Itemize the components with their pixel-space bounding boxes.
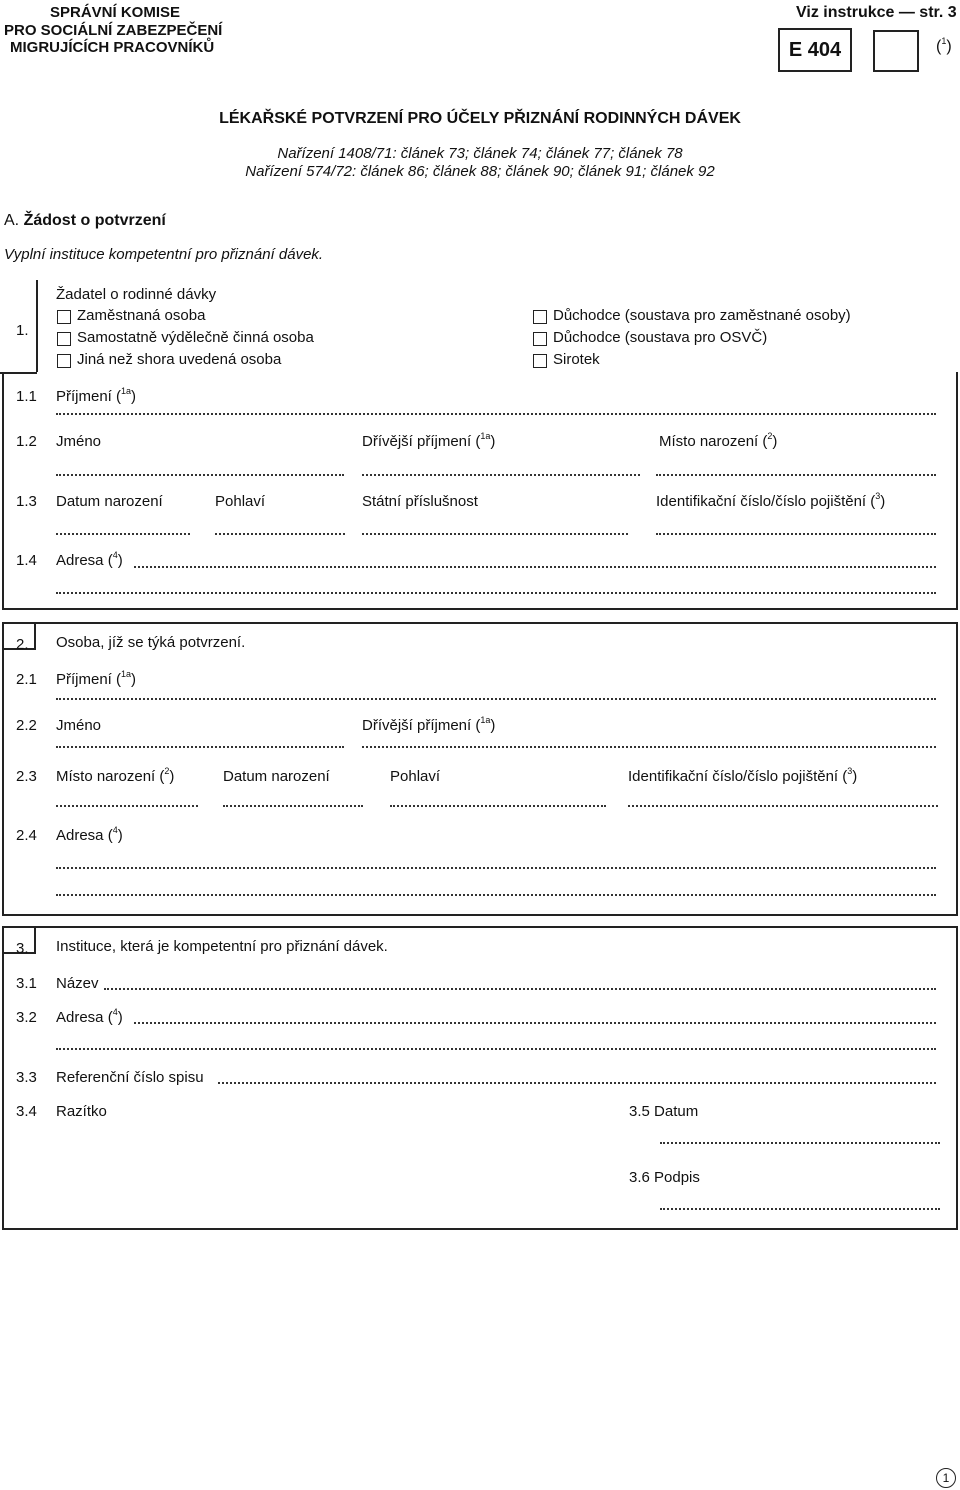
field-2-3d-label: Identifikační číslo/číslo pojištění ($^3$)	[628, 766, 858, 785]
field-3-3-number: 3.3	[16, 1069, 37, 1086]
field-2-4-number: 2.4	[16, 827, 37, 844]
section-1-divider	[36, 280, 38, 372]
previous-surname-2-input[interactable]	[362, 746, 936, 748]
checkbox-other[interactable]	[57, 354, 71, 368]
section-2-number: 2.	[16, 636, 29, 653]
surname-2-input[interactable]	[56, 698, 936, 700]
field-2-3-number: 2.3	[16, 768, 37, 785]
signature-label: 3.6 Podpis	[629, 1169, 700, 1186]
section-1-rule	[0, 372, 37, 374]
section-2-title: Osoba, jíž se týká potvrzení.	[56, 634, 246, 651]
section-a-heading: A. Žádost o potvrzení	[4, 212, 166, 229]
field-1-2-label: Jméno	[56, 433, 102, 450]
org-line-2: PRO SOCIÁLNÍ ZABEZPEČENÍ	[4, 22, 223, 39]
field-3-3-label: Referenční číslo spisu	[56, 1069, 204, 1086]
field-1-1-label: Příjmení ($^{1a}$)	[56, 386, 137, 405]
institution-name-input[interactable]	[104, 988, 936, 990]
regulation-line-2: Nařízení 574/72: článek 86; článek 88; článek 90; článek 91; článek 92	[245, 163, 715, 180]
checkbox-pensioner-employed[interactable]	[533, 310, 547, 324]
address-1-input[interactable]	[134, 566, 936, 568]
section-1-frame	[2, 372, 958, 610]
field-2-3b-label: Datum narození	[223, 768, 330, 785]
field-3-2-number: 3.2	[16, 1009, 37, 1026]
reference-number-input[interactable]	[218, 1082, 936, 1084]
document-title: LÉKAŘSKÉ POTVRZENÍ PRO ÚČELY PŘIZNÁNÍ RODINNÝCH DÁVEK	[219, 110, 741, 127]
insurance-number-2-input[interactable]	[628, 805, 938, 807]
surname-1-input[interactable]	[56, 413, 936, 415]
field-2-1-label: Příjmení ($^{1a}$)	[56, 669, 137, 688]
field-1-3c-label: Státní příslušnost	[362, 493, 478, 510]
page-number: 1	[936, 1468, 956, 1488]
field-1-1-number: 1.1	[16, 388, 37, 405]
form-code: E 404	[788, 39, 842, 61]
birthdate-1-input[interactable]	[56, 533, 190, 535]
nationality-1-input[interactable]	[362, 533, 628, 535]
insurance-number-1-input[interactable]	[656, 533, 936, 535]
birthplace-2-input[interactable]	[56, 805, 198, 807]
field-2-4-label: Adresa ($^4$)	[56, 825, 123, 844]
field-3-4-number: 3.4	[16, 1103, 37, 1120]
regulation-line-1: Nařízení 1408/71: článek 73; článek 74; článek 77; článek 78	[277, 145, 683, 162]
sex-2-input[interactable]	[390, 805, 606, 807]
form-code-box	[778, 28, 852, 72]
field-3-1-label: Název	[56, 975, 99, 992]
address-1-input-line2[interactable]	[56, 592, 936, 594]
address-2-input[interactable]	[56, 867, 936, 869]
checkbox-pensioner-self-employed[interactable]	[533, 332, 547, 346]
field-2-3c-label: Pohlaví	[390, 768, 441, 785]
instructions-reference: Viz instrukce — str. 3	[796, 4, 957, 21]
section-a-subheading: Vyplní instituce kompetentní pro přiznání dávek.	[4, 246, 324, 263]
option-self-employed: Samostatně výdělečně činná osoba	[77, 329, 314, 346]
field-1-2b-label: Dřívější příjmení ($^{1a}$)	[362, 431, 496, 450]
org-line-3: MIGRUJÍCÍCH PRACOVNÍKŮ	[10, 39, 215, 56]
field-2-2b-label: Dřívější příjmení ($^{1a}$)	[362, 715, 496, 734]
first-name-1-input[interactable]	[56, 474, 344, 476]
option-other: Jiná než shora uvedená osoba	[77, 351, 282, 368]
option-orphan: Sirotek	[553, 351, 600, 368]
institution-address-input-line2[interactable]	[56, 1048, 936, 1050]
field-1-4-label: Adresa ($^4$)	[56, 550, 123, 569]
checkbox-self-employed[interactable]	[57, 332, 71, 346]
field-1-3-number: 1.3	[16, 493, 37, 510]
field-3-2-label: Adresa ($^4$)	[56, 1007, 123, 1026]
field-1-2c-label: Místo narození ($^2$)	[659, 431, 778, 450]
applicant-title: Žadatel o rodinné dávky	[56, 286, 217, 303]
footnote-reference: ($^1$)	[936, 36, 952, 55]
birthplace-1-input[interactable]	[656, 474, 936, 476]
birthdate-2-input[interactable]	[223, 805, 363, 807]
stamp-label: Razítko	[56, 1103, 107, 1120]
field-2-2-number: 2.2	[16, 717, 37, 734]
country-code-box[interactable]	[873, 30, 919, 72]
section-3-title: Instituce, která je kompetentní pro přiznání dávek.	[56, 938, 388, 955]
org-line-1: SPRÁVNÍ KOMISE	[50, 4, 181, 21]
option-employed: Zaměstnaná osoba	[77, 307, 206, 324]
sex-1-input[interactable]	[215, 533, 345, 535]
signature-input[interactable]	[660, 1208, 940, 1210]
address-2-input-line2[interactable]	[56, 894, 936, 896]
field-1-4-number: 1.4	[16, 552, 37, 569]
field-1-2-number: 1.2	[16, 433, 37, 450]
checkbox-orphan[interactable]	[533, 354, 547, 368]
section-3-number: 3.	[16, 940, 29, 957]
section-1-number: 1.	[16, 322, 29, 339]
field-1-3d-label: Identifikační číslo/číslo pojištění ($^3$)	[656, 491, 886, 510]
field-1-3b-label: Pohlaví	[215, 493, 266, 510]
date-label: 3.5 Datum	[629, 1103, 699, 1120]
institution-address-input[interactable]	[134, 1022, 936, 1024]
first-name-2-input[interactable]	[56, 746, 344, 748]
date-input[interactable]	[660, 1142, 940, 1144]
field-2-1-number: 2.1	[16, 671, 37, 688]
field-3-1-number: 3.1	[16, 975, 37, 992]
previous-surname-1-input[interactable]	[362, 474, 640, 476]
field-1-3-label: Datum narození	[56, 493, 163, 510]
field-2-2-label: Jméno	[56, 717, 102, 734]
option-pensioner-self-employed: Důchodce (soustava pro OSVČ)	[553, 329, 768, 346]
field-2-3-label: Místo narození ($^2$)	[56, 766, 175, 785]
option-pensioner-employed: Důchodce (soustava pro zaměstnané osoby)	[553, 307, 851, 324]
checkbox-employed[interactable]	[57, 310, 71, 324]
